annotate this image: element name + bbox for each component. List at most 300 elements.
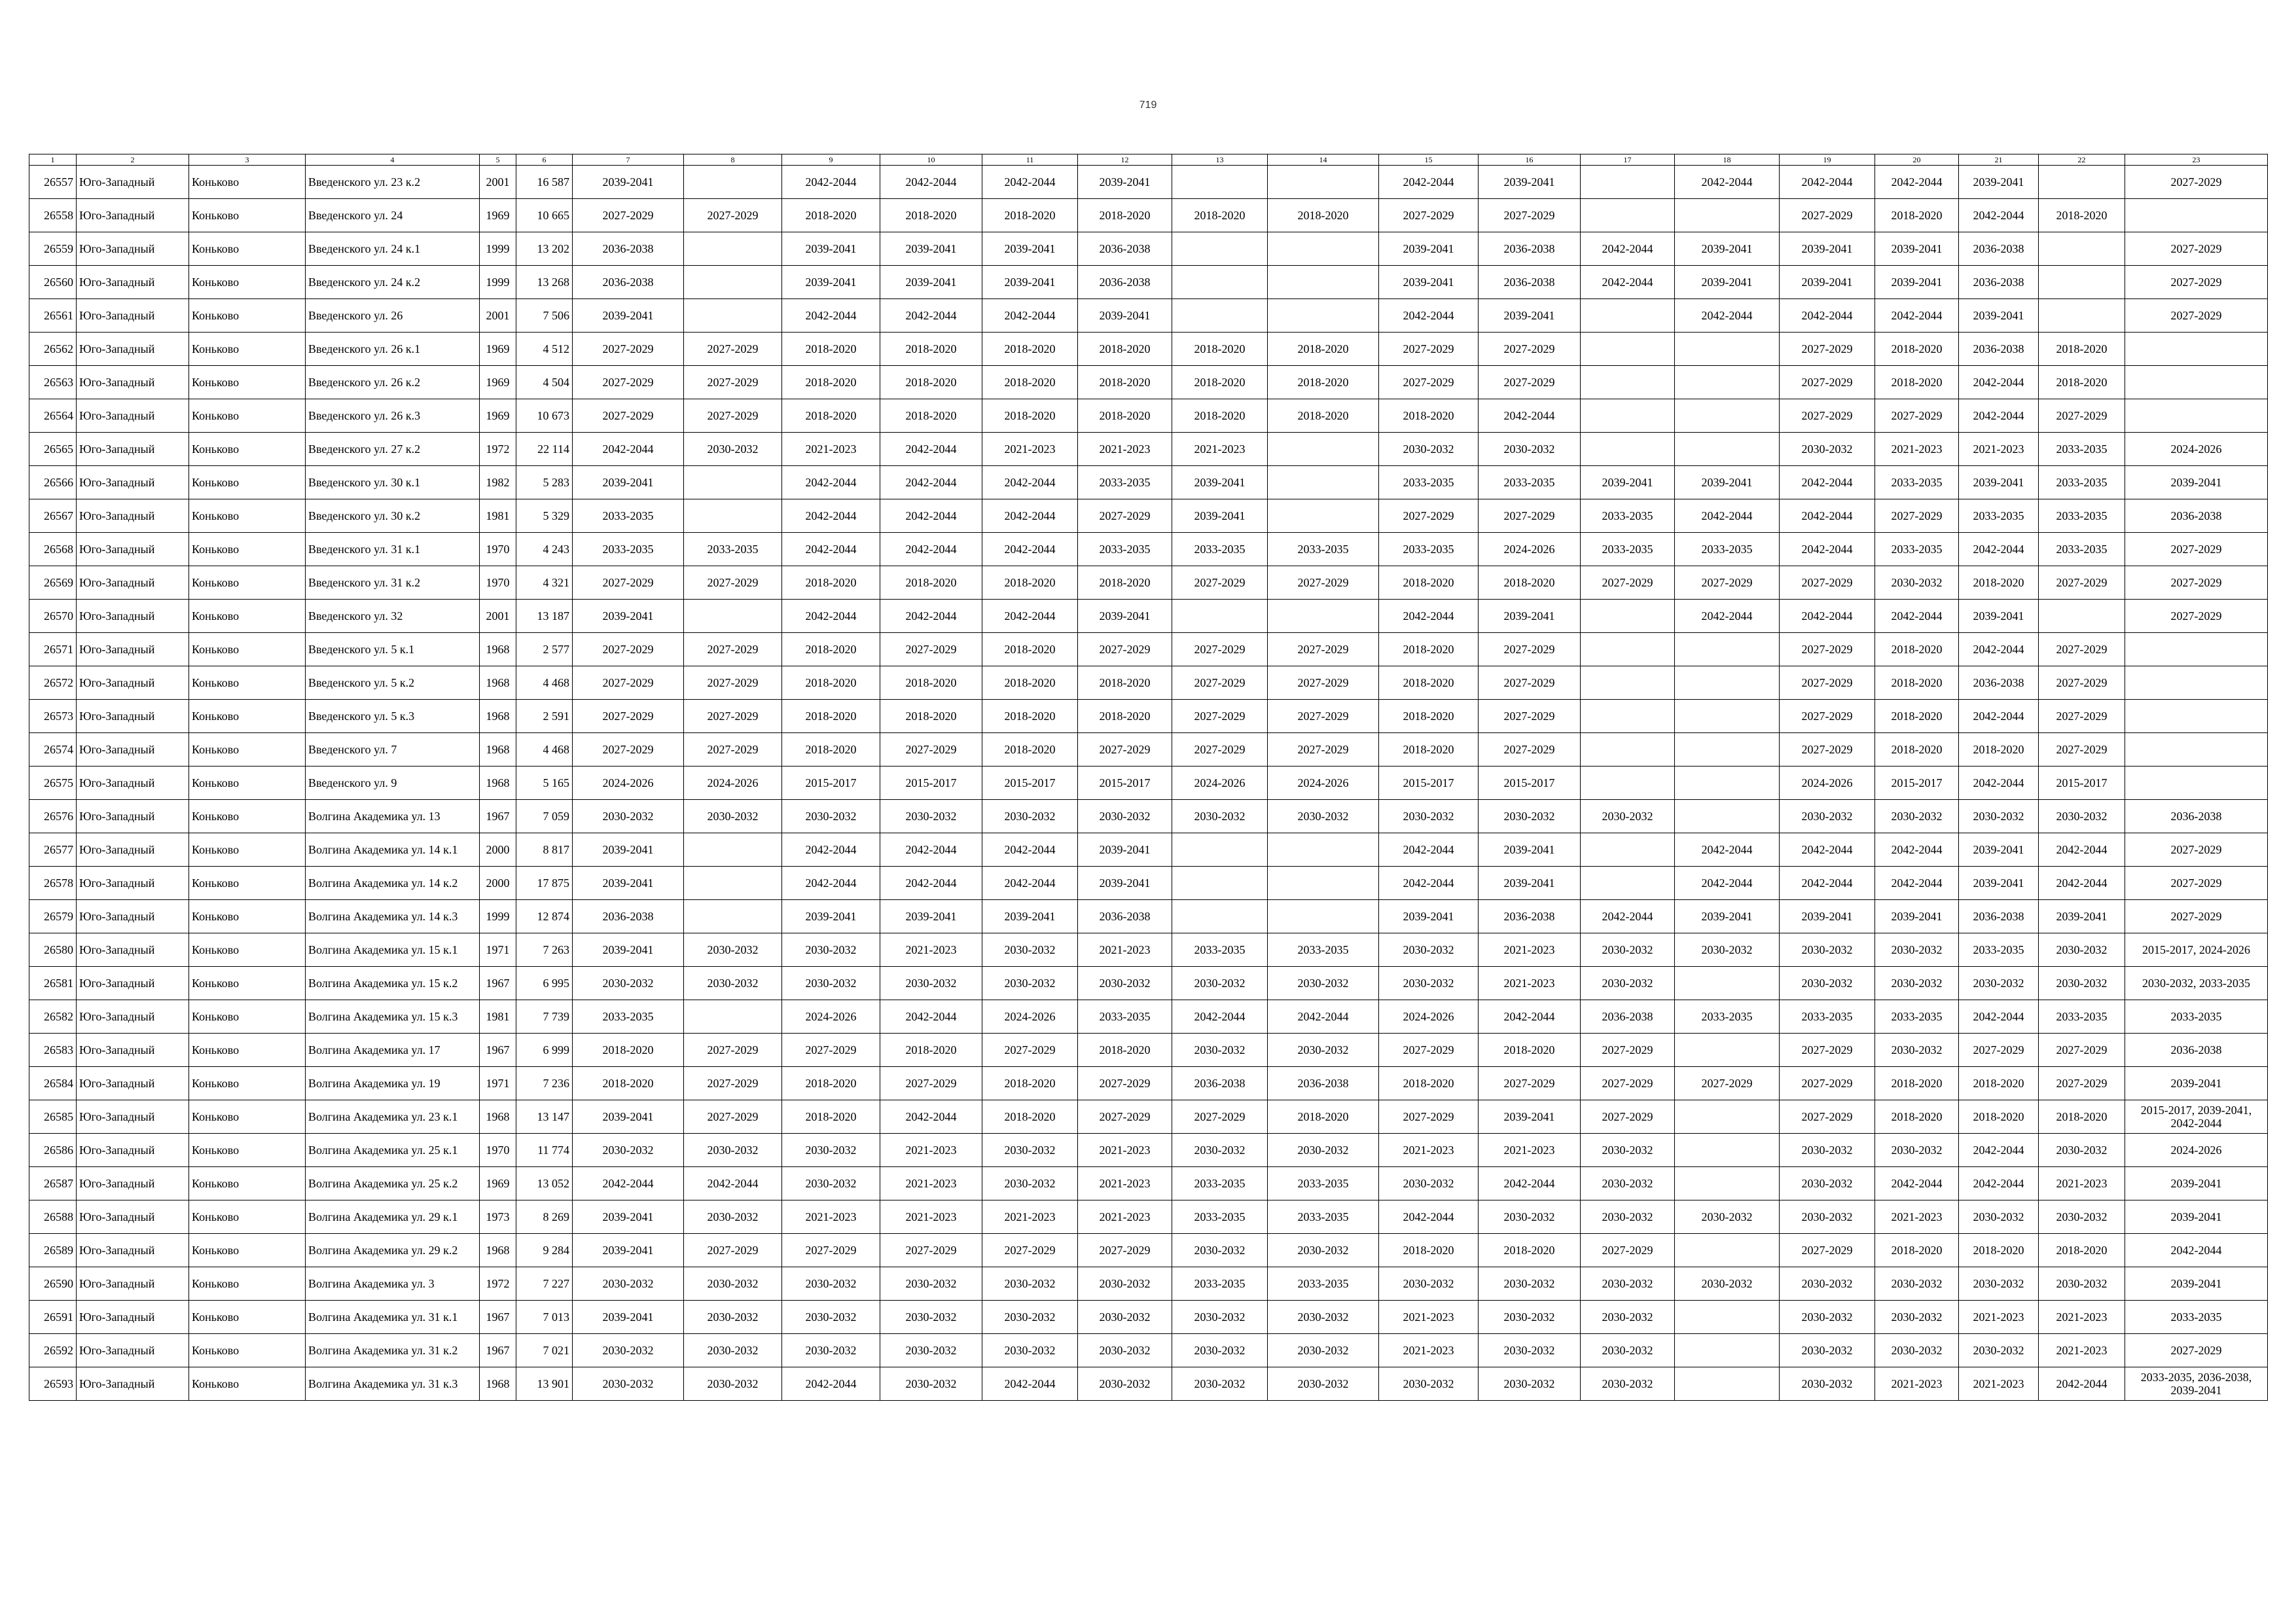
column-number: 18	[1675, 154, 1780, 166]
table-cell: Коньково	[189, 600, 306, 633]
table-cell: 2039-2041	[1780, 232, 1875, 266]
table-cell	[1675, 333, 1780, 366]
table-cell: 2042-2044	[1875, 867, 1959, 900]
table-cell: 1967	[480, 1334, 516, 1367]
table-cell: 2030-2032	[1875, 1267, 1959, 1301]
table-cell: Юго-Западный	[77, 566, 189, 600]
table-cell: 2018-2020	[1479, 1034, 1581, 1067]
table-cell: 2018-2020	[880, 666, 982, 700]
table-cell: 2030-2032	[2039, 1134, 2125, 1167]
table-cell: 2027-2029	[1078, 1100, 1172, 1134]
table-cell: 2033-2035	[1268, 1200, 1379, 1234]
table-cell: 1967	[480, 967, 516, 1000]
table-cell: 2018-2020	[880, 366, 982, 399]
column-number-row	[29, 154, 2268, 166]
table-cell: 5 165	[516, 767, 573, 800]
table-cell: 2036-2038	[1959, 333, 2039, 366]
table-cell: 1970	[480, 1134, 516, 1167]
table-cell: 2027-2029	[1581, 1100, 1675, 1134]
table-cell: 2042-2044	[880, 600, 982, 633]
table-cell	[1675, 1167, 1780, 1200]
table-cell: 26566	[29, 466, 77, 499]
table-row	[29, 1034, 2268, 1067]
table-cell: 1969	[480, 199, 516, 232]
table-cell	[1268, 232, 1379, 266]
table-cell: 2042-2044	[982, 466, 1078, 499]
table-row	[29, 232, 2268, 266]
table-cell: 2030-2032	[1479, 1367, 1581, 1401]
table-cell: 2027-2029	[2039, 399, 2125, 433]
table-cell: Юго-Западный	[77, 1200, 189, 1234]
table-cell: 2039-2041	[1379, 266, 1479, 299]
table-cell: 2042-2044	[1379, 299, 1479, 333]
table-cell: 2021-2023	[880, 1134, 982, 1167]
table-cell: 2030-2032	[1268, 800, 1379, 833]
table-cell: Коньково	[189, 833, 306, 867]
table-row	[29, 1367, 2268, 1401]
table-cell	[1268, 867, 1379, 900]
table-row	[29, 933, 2268, 967]
table-cell: 2030-2032	[782, 933, 880, 967]
table-cell: Введенского ул. 31 к.1	[306, 533, 480, 566]
table-cell: 2030-2032	[1379, 1167, 1479, 1200]
table-cell: 1968	[480, 1367, 516, 1401]
table-cell: 2027-2029	[684, 700, 782, 733]
table-cell: 2027-2029	[2039, 733, 2125, 767]
table-cell	[1675, 633, 1780, 666]
table-cell: 26580	[29, 933, 77, 967]
table-cell: 2042-2044	[1780, 600, 1875, 633]
table-cell: Коньково	[189, 633, 306, 666]
table-cell: 2027-2029	[1078, 633, 1172, 666]
table-row	[29, 266, 2268, 299]
table-cell	[1268, 166, 1379, 199]
table-cell: 2027-2029	[1675, 566, 1780, 600]
table-cell: Введенского ул. 24	[306, 199, 480, 232]
table-cell	[684, 299, 782, 333]
table-cell: 2042-2044	[880, 1000, 982, 1034]
table-cell: 2027-2029	[1780, 1234, 1875, 1267]
table-cell: Волгина Академика ул. 3	[306, 1267, 480, 1301]
table-cell: 7 739	[516, 1000, 573, 1034]
table-cell: 2030-2032	[880, 1367, 982, 1401]
table-cell: 2027-2029	[1479, 666, 1581, 700]
table-cell: Коньково	[189, 1367, 306, 1401]
table-cell: 2039-2041	[1675, 266, 1780, 299]
table-cell: 26589	[29, 1234, 77, 1267]
table-cell: Юго-Западный	[77, 633, 189, 666]
table-cell: 2042-2044	[1959, 633, 2039, 666]
table-cell: 2018-2020	[1959, 733, 2039, 767]
table-cell: 2039-2041	[573, 867, 684, 900]
table-cell: 2018-2020	[1078, 366, 1172, 399]
table-cell	[1581, 166, 1675, 199]
table-cell: 2027-2029	[1268, 633, 1379, 666]
table-cell: 2027-2029	[2125, 533, 2268, 566]
table-cell: Волгина Академика ул. 29 к.2	[306, 1234, 480, 1267]
table-cell: 2042-2044	[573, 1167, 684, 1200]
table-cell	[1581, 299, 1675, 333]
table-cell: 2030-2032	[1172, 800, 1268, 833]
table-cell: Юго-Западный	[77, 232, 189, 266]
table-cell: 2033-2035	[1675, 533, 1780, 566]
table-cell: 2027-2029	[1172, 733, 1268, 767]
table-cell: 2018-2020	[2039, 199, 2125, 232]
table-cell: 2018-2020	[1268, 366, 1379, 399]
table-cell: 2030-2032	[684, 1200, 782, 1234]
table-cell: 2036-2038	[1959, 266, 2039, 299]
table-cell: 2042-2044	[982, 867, 1078, 900]
table-cell: 2039-2041	[573, 933, 684, 967]
table-cell: 2042-2044	[982, 166, 1078, 199]
table-cell: 2027-2029	[684, 666, 782, 700]
table-cell: 26577	[29, 833, 77, 867]
table-cell: 2036-2038	[1959, 666, 2039, 700]
table-cell: 2039-2041	[1875, 266, 1959, 299]
table-cell: 4 468	[516, 733, 573, 767]
table-cell: 2018-2020	[1268, 333, 1379, 366]
table-cell: Волгина Академика ул. 29 к.1	[306, 1200, 480, 1234]
table-row	[29, 867, 2268, 900]
table-cell: 26583	[29, 1034, 77, 1067]
table-row	[29, 1200, 2268, 1234]
table-row	[29, 1100, 2268, 1134]
table-row	[29, 566, 2268, 600]
table-cell	[2039, 600, 2125, 633]
table-cell: 2030-2032	[880, 1334, 982, 1367]
table-cell: 2030-2032	[1581, 800, 1675, 833]
table-cell: 2001	[480, 299, 516, 333]
table-cell: 2039-2041	[880, 266, 982, 299]
column-number: 13	[1172, 154, 1268, 166]
table-cell	[1675, 1367, 1780, 1401]
table-cell: 2030-2032, 2033-2035	[2125, 967, 2268, 1000]
table-cell: 2027-2029	[782, 1234, 880, 1267]
table-cell: 2027-2029	[2125, 266, 2268, 299]
table-cell: 2039-2041	[1875, 900, 1959, 933]
table-cell: 2030-2032	[1581, 1134, 1675, 1167]
table-cell: Волгина Академика ул. 23 к.1	[306, 1100, 480, 1134]
table-cell: 2001	[480, 600, 516, 633]
table-cell: Коньково	[189, 967, 306, 1000]
table-cell: Введенского ул. 5 к.3	[306, 700, 480, 733]
table-cell: 2030-2032	[1675, 1267, 1780, 1301]
table-cell: 26576	[29, 800, 77, 833]
table-cell: 2018-2020	[2039, 1234, 2125, 1267]
table-cell: 26584	[29, 1067, 77, 1100]
column-number: 21	[1959, 154, 2039, 166]
table-cell: 2042-2044	[1959, 1167, 2039, 1200]
table-cell: 2033-2035	[1078, 466, 1172, 499]
table-cell: 2018-2020	[1479, 566, 1581, 600]
table-cell: 2018-2020	[1172, 366, 1268, 399]
table-cell: 2018-2020	[1875, 633, 1959, 666]
table-cell: 2042-2044	[982, 299, 1078, 333]
table-cell: 2021-2023	[2039, 1167, 2125, 1200]
table-cell: 2033-2035	[2125, 1301, 2268, 1334]
table-cell: 2027-2029	[684, 1034, 782, 1067]
table-cell: 2033-2035	[1959, 933, 2039, 967]
table-cell: 2030-2032	[1959, 967, 2039, 1000]
table-cell: 2030-2032	[1875, 1134, 1959, 1167]
table-cell: 2033-2035	[2039, 466, 2125, 499]
table-cell: 2027-2029	[1780, 1067, 1875, 1100]
table-cell: 2027-2029	[2125, 867, 2268, 900]
table-cell: Юго-Западный	[77, 499, 189, 533]
table-cell: 2042-2044	[880, 166, 982, 199]
table-cell: 2030-2032	[1268, 967, 1379, 1000]
table-cell: 2024-2026	[1172, 767, 1268, 800]
table-cell	[684, 600, 782, 633]
table-row	[29, 299, 2268, 333]
table-cell: 2018-2020	[982, 566, 1078, 600]
table-cell: 2027-2029	[2039, 566, 2125, 600]
table-cell: Коньково	[189, 800, 306, 833]
table-cell: 2039-2041	[1479, 1100, 1581, 1134]
table-cell	[1172, 600, 1268, 633]
table-cell: 5 283	[516, 466, 573, 499]
table-cell: 2027-2029	[982, 1034, 1078, 1067]
table-cell: Коньково	[189, 366, 306, 399]
table-cell	[684, 466, 782, 499]
table-cell: 2039-2041	[1479, 600, 1581, 633]
table-cell	[1675, 1234, 1780, 1267]
table-cell: Введенского ул. 24 к.2	[306, 266, 480, 299]
table-cell: 2042-2044	[1675, 600, 1780, 633]
table-cell: 2042-2044	[982, 833, 1078, 867]
table-cell: 2042-2044	[880, 466, 982, 499]
table-cell: 2039-2041	[1780, 266, 1875, 299]
table-cell	[1675, 700, 1780, 733]
table-cell: 26587	[29, 1167, 77, 1200]
table-row	[29, 633, 2268, 666]
table-cell: 2024-2026	[1268, 767, 1379, 800]
table-cell: 2027-2029	[1479, 366, 1581, 399]
table-cell: 2030-2032	[982, 1167, 1078, 1200]
table-cell: 2030-2032	[1875, 1034, 1959, 1067]
table-cell: 2027-2029	[1078, 1234, 1172, 1267]
table-cell	[1581, 833, 1675, 867]
table-row	[29, 767, 2268, 800]
table-cell: 4 243	[516, 533, 573, 566]
table-cell: 2027-2029	[1780, 199, 1875, 232]
table-cell: 2018-2020	[982, 633, 1078, 666]
table-cell: 2030-2032	[982, 1134, 1078, 1167]
table-cell: Введенского ул. 26 к.1	[306, 333, 480, 366]
table-cell: 2036-2038	[1959, 900, 2039, 933]
table-cell: Юго-Западный	[77, 900, 189, 933]
table-cell: 2030-2032	[1675, 933, 1780, 967]
table-cell: 2027-2029	[1780, 1034, 1875, 1067]
table-cell: 2042-2044	[1875, 600, 1959, 633]
table-cell: 2027-2029	[1581, 566, 1675, 600]
table-cell: 2039-2041	[1875, 232, 1959, 266]
table-row	[29, 399, 2268, 433]
table-cell: 2030-2032	[1479, 1334, 1581, 1367]
table-cell: 2039-2041	[2125, 466, 2268, 499]
table-cell: 2027-2029	[1780, 633, 1875, 666]
table-cell	[1581, 366, 1675, 399]
table-cell: 1968	[480, 666, 516, 700]
table-cell: 2027-2029	[684, 366, 782, 399]
table-cell: 2018-2020	[782, 333, 880, 366]
table-cell: 2018-2020	[782, 199, 880, 232]
table-cell: Волгина Академика ул. 17	[306, 1034, 480, 1067]
table-cell: 2030-2032	[2039, 800, 2125, 833]
table-cell: 2039-2041	[1959, 166, 2039, 199]
table-cell: 2039-2041	[982, 266, 1078, 299]
table-cell: 2030-2032	[1581, 1334, 1675, 1367]
table-cell: 2027-2029	[1780, 333, 1875, 366]
table-cell: 2030-2032	[1268, 1234, 1379, 1267]
table-cell: 2033-2035	[1172, 933, 1268, 967]
table-cell: 2018-2020	[782, 566, 880, 600]
table-cell: 2018-2020	[982, 1100, 1078, 1134]
table-cell: 2030-2032	[782, 1134, 880, 1167]
table-cell: Юго-Западный	[77, 933, 189, 967]
table-cell: 2036-2038	[1479, 266, 1581, 299]
table-cell: 2027-2029	[2125, 166, 2268, 199]
table-cell: 2039-2041	[1479, 166, 1581, 199]
table-cell: 2030-2032	[1780, 1267, 1875, 1301]
table-cell: Коньково	[189, 266, 306, 299]
table-cell	[1581, 733, 1675, 767]
table-cell: 2036-2038	[1172, 1067, 1268, 1100]
table-cell: Юго-Западный	[77, 600, 189, 633]
table-cell: 2027-2029	[880, 1067, 982, 1100]
table-cell: 2042-2044	[880, 1100, 982, 1134]
table-cell	[1172, 166, 1268, 199]
table-cell: 2042-2044	[880, 499, 982, 533]
table-cell: 1970	[480, 533, 516, 566]
table-cell: 2033-2035	[573, 499, 684, 533]
table-cell: 2033-2035	[2039, 1000, 2125, 1034]
table-cell: 2030-2032	[1780, 1167, 1875, 1200]
column-number: 20	[1875, 154, 1959, 166]
column-number: 12	[1078, 154, 1172, 166]
table-cell: 12 874	[516, 900, 573, 933]
table-cell: 2030-2032	[1268, 1034, 1379, 1067]
table-cell: 2036-2038	[2125, 499, 2268, 533]
table-cell	[1675, 767, 1780, 800]
table-cell: 2 591	[516, 700, 573, 733]
table-cell: 2021-2023	[1078, 1134, 1172, 1167]
table-cell: 2036-2038	[1479, 232, 1581, 266]
table-cell: 2030-2032	[684, 1267, 782, 1301]
table-row	[29, 1134, 2268, 1167]
table-cell: 2024-2026	[1780, 767, 1875, 800]
table-cell: 2033-2035	[1172, 1167, 1268, 1200]
table-cell: 2024-2026	[684, 767, 782, 800]
table-cell: 2027-2029	[1780, 366, 1875, 399]
table-cell: 1970	[480, 566, 516, 600]
column-number: 7	[573, 154, 684, 166]
table-cell: Юго-Западный	[77, 266, 189, 299]
table-cell: 2033-2035	[1078, 533, 1172, 566]
table-cell: 2042-2044	[880, 533, 982, 566]
table-cell: 2018-2020	[1875, 199, 1959, 232]
table-cell: 26582	[29, 1000, 77, 1034]
table-cell: 2033-2035	[2039, 533, 2125, 566]
table-cell: Волгина Академика ул. 31 к.2	[306, 1334, 480, 1367]
table-cell: 1982	[480, 466, 516, 499]
table-cell: 2027-2029	[1078, 1067, 1172, 1100]
table-cell: Коньково	[189, 166, 306, 199]
table-cell: Коньково	[189, 1267, 306, 1301]
table-cell: 2018-2020	[782, 1100, 880, 1134]
table-cell: 1968	[480, 767, 516, 800]
table-cell: 2042-2044	[1875, 166, 1959, 199]
table-cell	[2125, 666, 2268, 700]
column-number: 2	[77, 154, 189, 166]
table-cell: 2042-2044	[1875, 1167, 1959, 1200]
table-cell: 2024-2026	[2125, 433, 2268, 466]
table-cell: 2039-2041	[1078, 166, 1172, 199]
table-cell: Юго-Западный	[77, 433, 189, 466]
table-cell: 2027-2029	[573, 399, 684, 433]
table-cell: Юго-Западный	[77, 1234, 189, 1267]
table-cell: 2030-2032	[1780, 933, 1875, 967]
table-cell: 2039-2041	[1172, 466, 1268, 499]
table-cell: 2036-2038	[1078, 900, 1172, 933]
table-cell: 2042-2044	[1268, 1000, 1379, 1034]
table-cell: 2018-2020	[2039, 1100, 2125, 1134]
table-cell: 2027-2029	[1379, 1034, 1479, 1067]
table-cell: 2027-2029	[1479, 199, 1581, 232]
table-cell: 1973	[480, 1200, 516, 1234]
table-cell: 2018-2020	[1078, 199, 1172, 232]
table-cell: 2033-2035	[1078, 1000, 1172, 1034]
table-cell: 2042-2044	[1675, 299, 1780, 333]
column-number: 3	[189, 154, 306, 166]
table-cell: 2015-2017	[982, 767, 1078, 800]
column-number: 9	[782, 154, 880, 166]
table-cell: 2039-2041	[573, 1301, 684, 1334]
table-cell: 2018-2020	[1959, 566, 2039, 600]
table-cell: 2030-2032	[2039, 1267, 2125, 1301]
table-row	[29, 166, 2268, 199]
table-cell	[1581, 399, 1675, 433]
table-cell: 2027-2029	[1172, 633, 1268, 666]
table-cell: Волгина Академика ул. 25 к.2	[306, 1167, 480, 1200]
table-cell: 13 187	[516, 600, 573, 633]
table-cell	[1268, 266, 1379, 299]
page-number: 719	[1139, 99, 1157, 111]
table-cell	[1268, 299, 1379, 333]
table-cell: 2039-2041	[1675, 232, 1780, 266]
table-cell: 2039-2041	[982, 900, 1078, 933]
table-cell: 2027-2029	[1479, 333, 1581, 366]
table-cell: 2018-2020	[982, 399, 1078, 433]
table-cell: 2042-2044	[880, 433, 982, 466]
table-cell: 2024-2026	[2125, 1134, 2268, 1167]
table-cell: Коньково	[189, 1167, 306, 1200]
table-cell: 1968	[480, 633, 516, 666]
table-cell: 2036-2038	[573, 232, 684, 266]
table-cell: 2030-2032	[1959, 1334, 2039, 1367]
table-cell: 2030-2032	[2039, 967, 2125, 1000]
table-cell: 2021-2023	[1479, 967, 1581, 1000]
table-cell: 2030-2032	[1780, 1334, 1875, 1367]
table-cell: 2039-2041	[1078, 600, 1172, 633]
table-cell: 2030-2032	[573, 1267, 684, 1301]
table-cell	[2125, 633, 2268, 666]
table-cell: 6 995	[516, 967, 573, 1000]
table-cell: 2033-2035	[1479, 466, 1581, 499]
table-cell: 2021-2023	[982, 433, 1078, 466]
table-cell: 2036-2038	[1268, 1067, 1379, 1100]
table-cell: 2033-2035	[1875, 1000, 1959, 1034]
